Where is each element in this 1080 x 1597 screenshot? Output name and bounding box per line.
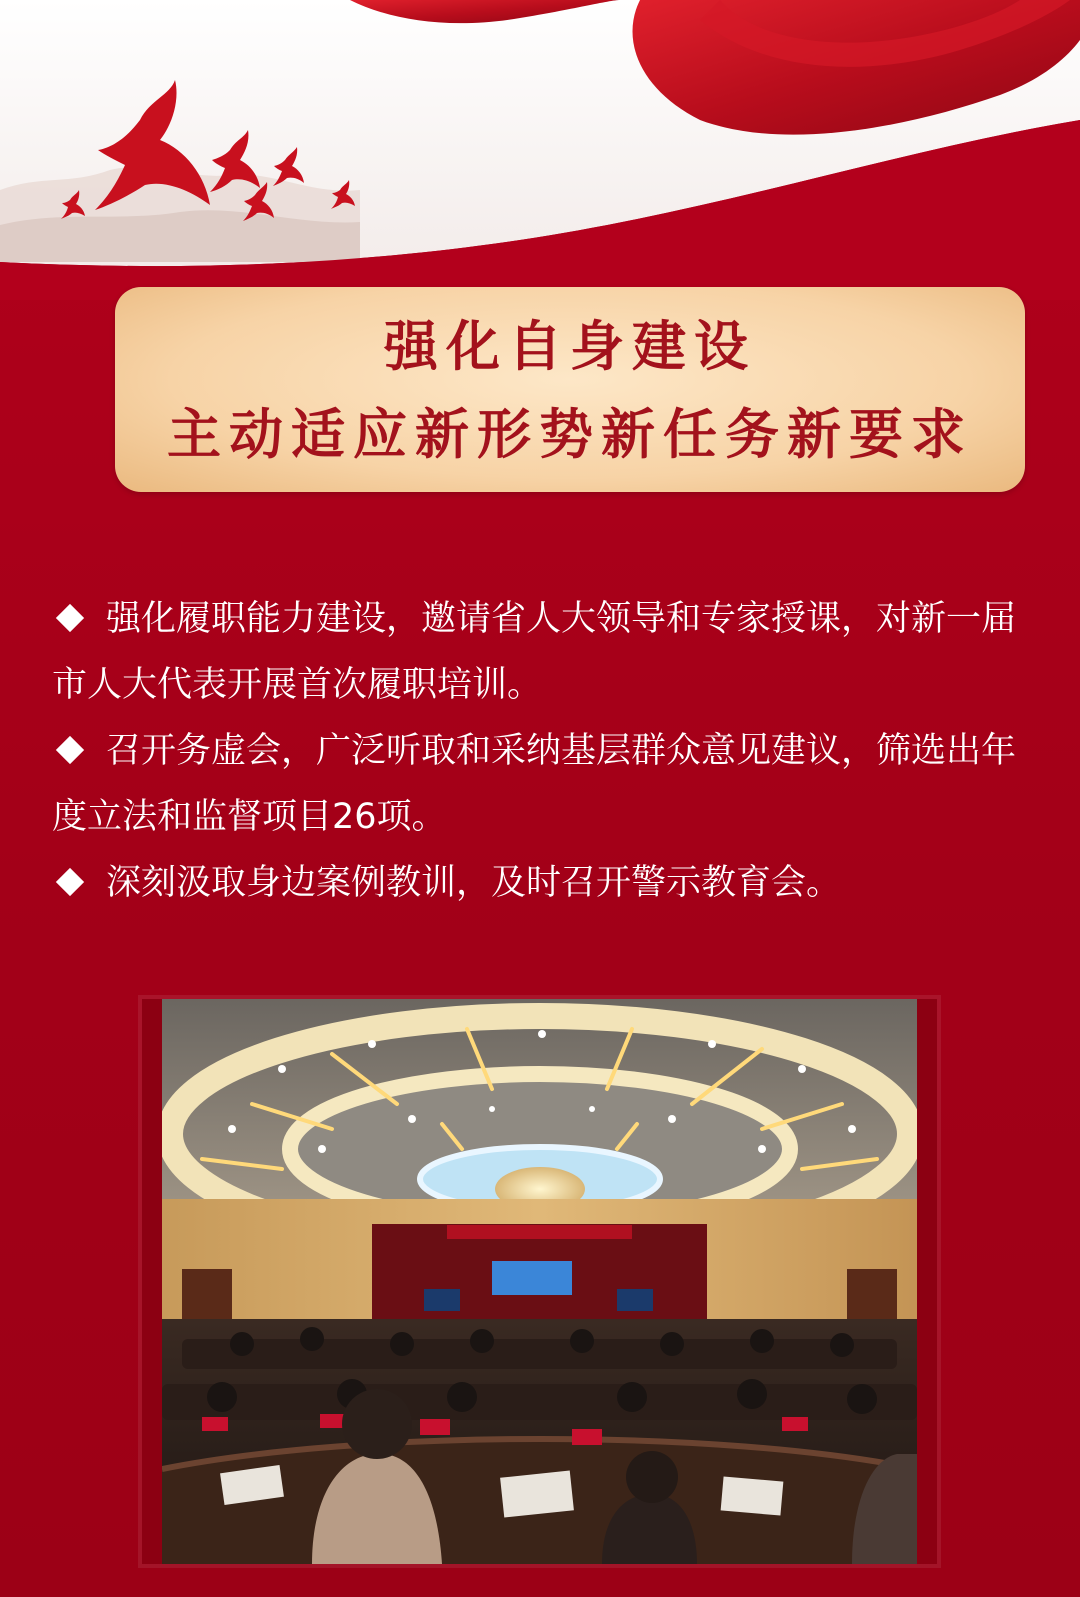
- photo-frame: [142, 999, 937, 1564]
- bullet-item-2: [52, 718, 1042, 850]
- title-line-2: 主动适应新形势新任务新要求: [167, 401, 973, 466]
- meeting-hall-photo: [162, 999, 917, 1564]
- bullet-item-3: [52, 850, 1042, 916]
- title-line-1: 强化自身建设: [384, 313, 756, 378]
- bullet-text-1: 强化履职能力建设，邀请省人大领导和专家授课，对新一届市人大代表开展首次履职培训。: [52, 599, 1017, 705]
- diamond-icon: [56, 735, 84, 763]
- diamond-icon: [56, 603, 84, 631]
- bullet-text-3: 深刻汲取身边案例教训，及时召开警示教育会。: [106, 863, 842, 903]
- top-decoration-banner: [0, 0, 1080, 300]
- bullet-item-1: [52, 586, 1042, 718]
- bullet-text-2: 召开务虚会，广泛听取和采纳基层群众意见建议，筛选出年度立法和监督项目26项。: [52, 731, 1017, 837]
- title-box: [115, 287, 1025, 492]
- diamond-icon: [56, 867, 84, 895]
- bullet-list: [52, 586, 1042, 916]
